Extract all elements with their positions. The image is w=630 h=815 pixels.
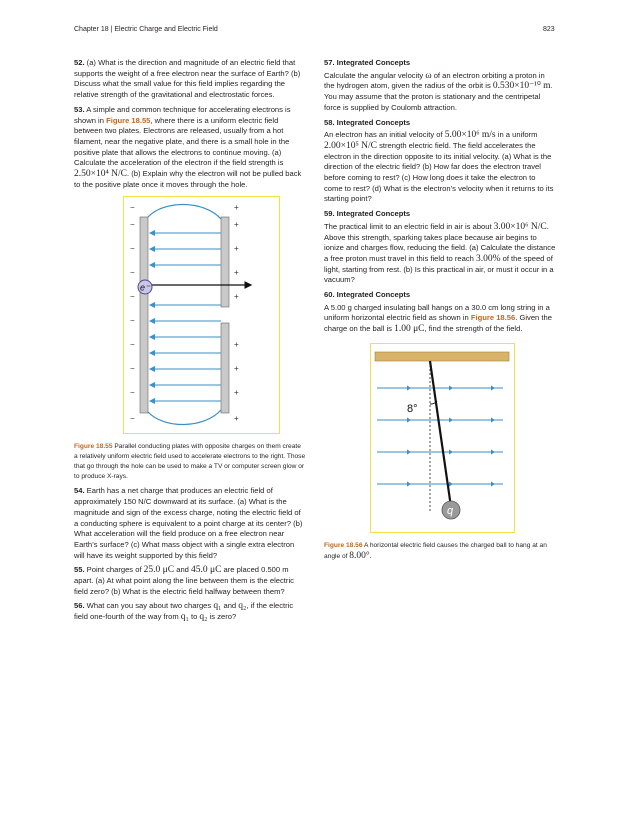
negative-plate — [140, 217, 148, 413]
problem-text: is zero? — [207, 612, 237, 622]
math-expression: 2.00×10⁵ N/C — [324, 140, 378, 151]
problem-text: and — [221, 601, 239, 611]
problem-56 — [74, 601, 306, 622]
problem-text: Point charges of — [84, 565, 144, 575]
minus-sign: − — [130, 268, 135, 278]
plus-sign: + — [234, 388, 239, 398]
field-arrowhead — [449, 481, 453, 486]
problem-text: The practical limit to an electric field in air is about — [324, 221, 494, 231]
minus-sign: − — [130, 316, 135, 326]
problem-text: Calculate the angular velocity — [324, 70, 426, 80]
minus-sign: − — [130, 414, 135, 424]
field-arrowhead — [491, 417, 495, 422]
figure-label: Figure 18.55 — [74, 443, 113, 451]
figure-18-56-caption — [324, 541, 556, 562]
field-lines — [150, 233, 221, 401]
charge-label: q — [447, 504, 454, 517]
fringe-field-line-top — [148, 205, 221, 220]
minus-sign: − — [130, 292, 135, 302]
math-expression: q₁ — [213, 601, 222, 612]
math-expression: 5.00×10⁶ m/s — [444, 130, 496, 141]
problem-number: 54. — [74, 486, 85, 496]
problem-text: (a) What is the direction and magnitude of an electric field that supports the weight of a free electron near the surface of Earth? (b) Discuss what the small value for this field implies regarding the relative strength of the gravitational and electrostatic forces. — [74, 58, 301, 100]
problem-text: . Given the charge on the ball is — [324, 313, 552, 334]
figure-18-55-diagram — [123, 196, 280, 434]
problem-55 — [74, 565, 306, 597]
math-expression: q₁ — [180, 612, 189, 623]
problem-text: . (b) Explain why the electron will not be pulled back to the positive plate once it moves through the hole. — [74, 169, 302, 189]
figure-link[interactable]: Figure 18.56 — [470, 313, 516, 323]
page-number: 823 — [543, 26, 555, 33]
math-expression: 8.00° — [349, 550, 370, 561]
positive-plate-upper — [221, 217, 229, 307]
caption-text: . — [369, 552, 372, 560]
problem-text: . You may assume that the proton is stationary and the centripetal force is supplied by Coulomb attraction. — [324, 81, 553, 112]
plus-sign: + — [234, 414, 239, 424]
math-expression: 45.0 μC — [191, 565, 222, 576]
ceiling-support — [375, 352, 509, 361]
math-expression: q₂ — [238, 601, 247, 612]
hanging-ball-svg — [371, 344, 513, 531]
plus-sign: + — [234, 268, 239, 278]
problem-text: , where there is a uniform electric field between two plates. Electrons are released, usually from a hot filament, near the negative plate, and there is a small hole in the positive plate that allows the electrons to continue moving. (a) Calculate the acceleration of the electron if the field strength is — [74, 115, 290, 168]
fringe-field-line-bottom — [148, 410, 221, 425]
plus-sign: + — [234, 364, 239, 374]
problem-text: and — [174, 565, 191, 575]
problem-57 — [324, 58, 556, 114]
problem-text: are placed 0.500 m apart. (a) At what point along the line between them is the electric field zero? (b) What is the electric field halfway between them? — [74, 565, 294, 596]
figure-label: Figure 18.56 — [324, 541, 363, 549]
minus-sign: − — [130, 388, 135, 398]
problem-number: 56. — [74, 601, 85, 611]
field-arrowhead — [449, 385, 453, 390]
problem-53 — [74, 105, 306, 191]
math-expression: 2.50×10⁴ N/C — [74, 169, 128, 180]
problem-text: What can you say about two charges — [84, 601, 214, 611]
left-column — [74, 58, 306, 627]
math-expression: 0.530×10⁻¹⁰ m — [492, 81, 551, 92]
math-expression: ω — [425, 70, 432, 81]
problem-text: . Above this strength, sparking takes place because air begins to ionize and charges flow, reducing the field. (a) Calculate the distance a free proton must travel in this field to reach — [324, 221, 556, 263]
field-arrowhead — [491, 449, 495, 454]
field-arrowhead — [407, 481, 411, 486]
caption-text: Parallel conducting plates with opposite charges on them create a relatively uniform electric field used to accelerate electrons to the right. Those that go through the hole can be used to make a TV or computer screen glow or to produce X-rays. — [74, 443, 306, 481]
field-arrowhead — [491, 385, 495, 390]
minus-sign: − — [130, 340, 135, 350]
positive-plate-lower — [221, 323, 229, 413]
parallel-plates-svg — [124, 197, 278, 432]
problem-text: to — [188, 612, 200, 622]
problem-text: An electron has an initial velocity of — [324, 130, 445, 140]
plus-sign: + — [234, 220, 239, 230]
figure-18-55-caption — [74, 442, 306, 482]
plus-sign: + — [234, 203, 239, 213]
math-expression: q₂ — [199, 612, 208, 623]
problem-text: of the speed of light, starting from rest. (b) Is this practical in air, or must it occur in a vacuum? — [324, 253, 554, 285]
problem-number: 55. — [74, 565, 85, 575]
minus-sign: − — [130, 220, 135, 230]
problem-58 — [324, 118, 556, 206]
caption-text: A horizontal electric field causes the charged ball to hang at an angle of — [324, 541, 547, 560]
problem-text: A simple and common technique for accelerating electrons is shown in — [74, 104, 291, 125]
plus-sign: + — [234, 292, 239, 302]
figure-18-56-diagram — [370, 343, 515, 533]
field-arrowhead — [449, 449, 453, 454]
problem-text: in a uniform — [495, 130, 538, 140]
problem-59 — [324, 209, 556, 286]
electron-label: e⁻ — [140, 282, 150, 293]
plus-sign: + — [234, 244, 239, 254]
field-arrowhead — [407, 449, 411, 454]
field-arrowhead — [449, 417, 453, 422]
figure-link[interactable]: Figure 18.55 — [106, 115, 151, 125]
field-arrowhead — [407, 417, 411, 422]
problem-number: 53. — [74, 104, 85, 114]
problem-60 — [324, 290, 556, 335]
running-header-chapter: Chapter 18 | Electric Charge and Electric Field — [74, 26, 218, 33]
problem-title: 59. Integrated Concepts — [324, 209, 411, 219]
problem-number: 52. — [74, 58, 85, 67]
string — [430, 361, 451, 507]
problem-text: , if the electric field one-fourth of the way from — [74, 601, 294, 622]
problem-text: strength electric field. The field accelerates the electron in the direction opposite to its initial velocity. (a) What is the direction of the electric field? (b) How far does the electron travel before coming to rest? (c) How long does it take the electron to come to rest? (d) What is the electron’s velocity when it returns to its starting point? — [324, 140, 554, 204]
problem-text: A 5.00 g charged insulating ball hangs on a 30.0 cm long string in a uniform horizontal electric field as shown in — [324, 302, 550, 323]
field-arrowhead — [407, 385, 411, 390]
problem-54 — [74, 486, 306, 561]
problem-text: Earth has a net charge that produces an electric field of approximately 150 N/C downward at its surface. (a) What is the magnitude and sign of the excess charge, noting the electric field of a conducting sphere is equivalent to a point charge at its center? (b) What acceleration will the field produce on a free electron near Earth’s surface? (c) What mass object with a single extra electron will have its weight supported by this field? — [74, 486, 303, 560]
field-arrowhead — [491, 481, 495, 486]
plus-sign: + — [234, 340, 239, 350]
problem-title: 60. Integrated Concepts — [324, 290, 411, 300]
right-column — [324, 58, 556, 566]
angle-label: 8° — [407, 402, 418, 415]
math-expression: 1.00 μC — [394, 324, 425, 335]
problem-52 — [74, 58, 306, 101]
math-expression: 3.00% — [475, 253, 501, 264]
minus-sign: − — [130, 364, 135, 374]
minus-sign: − — [130, 203, 135, 213]
math-expression: 3.00×10⁶ N/C — [493, 221, 547, 232]
problem-title: 58. Integrated Concepts — [324, 117, 411, 127]
problem-text: , find the strength of the field. — [424, 324, 523, 334]
problem-text: of an electron orbiting a proton in the hydrogen atom, given the radius of the orbit is — [324, 70, 545, 91]
minus-sign: − — [130, 244, 135, 254]
problem-title: 57. Integrated Concepts — [324, 58, 411, 67]
math-expression: 25.0 μC — [143, 565, 175, 576]
